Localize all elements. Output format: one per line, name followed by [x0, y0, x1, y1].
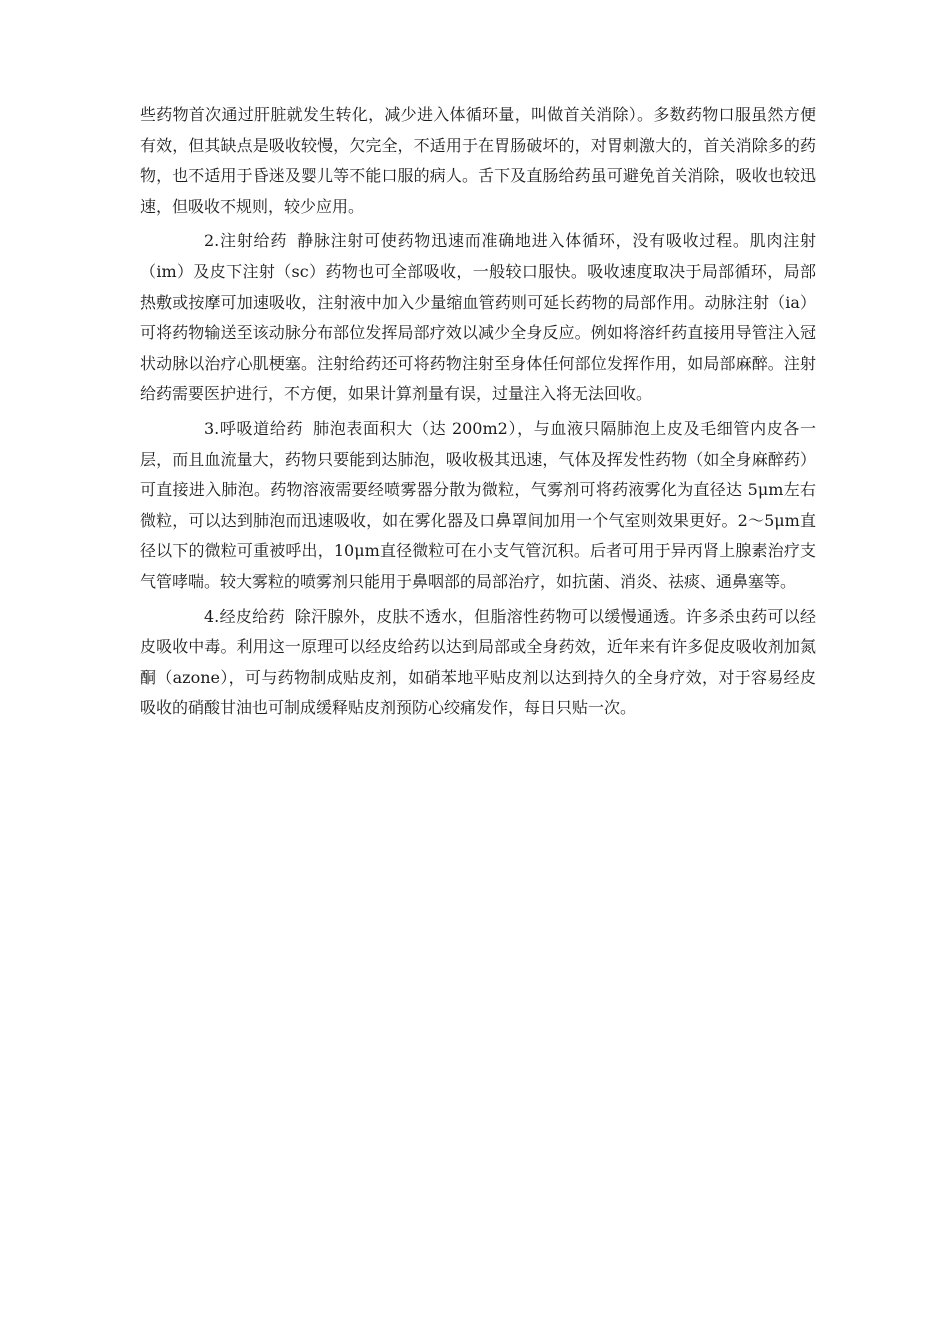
paragraph-text: 静脉注射可使药物迅速而准确地进入体循环，没有吸收过程。肌肉注射（im）及皮下注射（sc）药物也可全部吸收，一般较口服快。吸收速度取决于局部循环，局部热敷或按摩可加速吸收，注射液中加入少量缩血管药则可延长药物的局部作用。动脉注射（ia）可将药物输送至该动脉分布部位发挥局部疗效以减少全身反应。例如将溶纤药直接用导管注入冠状动脉以治疗心肌梗塞。注射给药还可将药物注射至身体任何部位发挥作用，如局部麻醉。注射给药需要医护进行，不方便，如果计算剂量有误，过量注入将无法回收。 — [140, 231, 816, 404]
document-page — [140, 100, 816, 728]
paragraph-number: 3. — [204, 418, 220, 438]
paragraph-text: 除汗腺外，皮肤不透水，但脂溶性药物可以缓慢通透。许多杀虫药可以经皮吸收中毒。利用这一原理可以经皮给药以达到局部或全身药效，近年来有许多促皮吸收剂加氮酮（azone），可与药物制成贴皮剂，如硝苯地平贴皮剂以达到持久的全身疗效，对于容易经皮吸收的硝酸甘油也可制成缓释贴皮剂预防心绞痛发作，每日只贴一次。 — [140, 606, 816, 718]
paragraph-heading: 注射给药 — [219, 231, 288, 251]
paragraph-heading: 经皮给药 — [219, 606, 285, 626]
paragraph-injection — [140, 226, 816, 410]
paragraph-text: 些药物首次通过肝脏就发生转化，减少进入体循环量，叫做首关消除）。多数药物口服虽然方便有效，但其缺点是吸收较慢，欠完全，不适用于在胃肠破坏的，对胃刺激大的，首关消除多的药物，也不适用于昏迷及婴儿等不能口服的病人。舌下及直肠给药虽可避免首关消除，吸收也较迅速，但吸收不规则，较少应用。 — [140, 105, 816, 216]
paragraph-number: 2. — [204, 231, 220, 251]
paragraph-continuation — [140, 100, 816, 222]
paragraph-number: 4. — [204, 606, 220, 626]
paragraph-respiratory — [140, 414, 816, 598]
paragraph-text: 肺泡表面积大（达 200m2），与血液只隔肺泡上皮及毛细管内皮各一层，而且血流量大，药物只要能到达肺泡，吸收极其迅速，气体及挥发性药物（如全身麻醉药）可直接进入肺泡。药物溶液需要经喷雾器分散为微粒，气雾剂可将药液雾化为直径达 5μm左右微粒，可以达到肺泡而迅速吸收，如在雾化器及口鼻罩间加用一个气室则效果更好。2～5μm直径以下的微粒可重被呼出，10μm直径微粒可在小支气管沉积。后者可用于异丙肾上腺素治疗支气管哮喘。较大雾粒的喷雾剂只能用于鼻咽部的局部治疗，如抗菌、消炎、祛痰、通鼻塞等。 — [140, 418, 816, 591]
paragraph-heading: 呼吸道给药 — [219, 418, 304, 438]
paragraph-transdermal — [140, 602, 816, 724]
